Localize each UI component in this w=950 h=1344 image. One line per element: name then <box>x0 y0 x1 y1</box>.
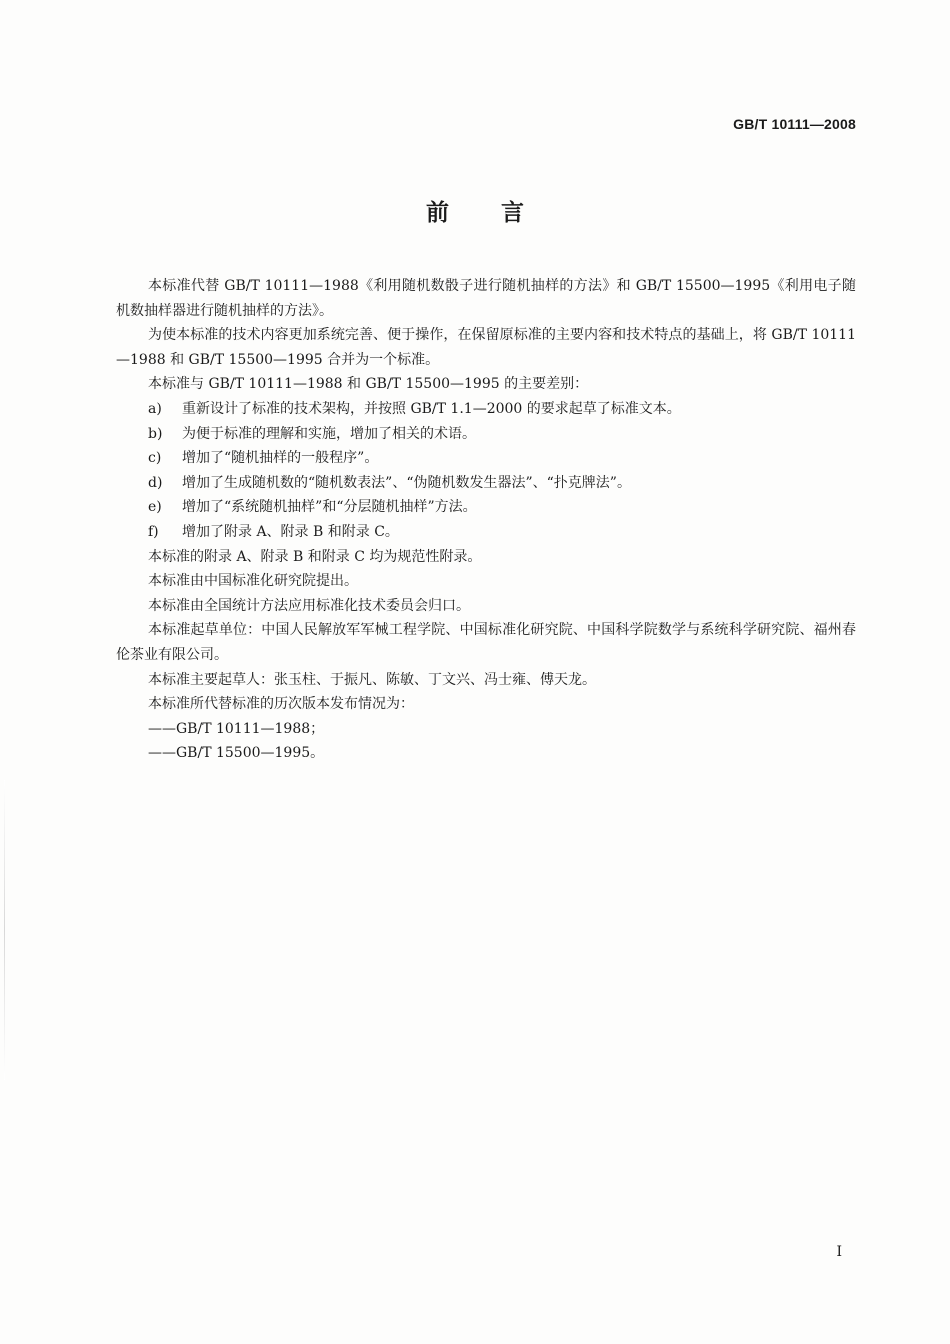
list-item-label: b) <box>148 425 163 442</box>
list-item-text: 增加了生成随机数的“随机数表法”、“伪随机数发生器法”、“扑克牌法”。 <box>182 474 631 491</box>
paragraph-purpose: 为使本标准的技术内容更加系统完善、便于操作，在保留原标准的主要内容和技术特点的基础上，将 GB/T 10111—1988 和 GB/T 15500—1995 合并为一个标准。 <box>116 327 856 368</box>
list-item-f <box>116 520 856 545</box>
paragraph-annexes: 本标准的附录 A、附录 B 和附录 C 均为规范性附录。 <box>148 548 482 565</box>
replaced-version-1: ——GB/T 10111—1988； <box>148 720 325 737</box>
replaced-version-2: ——GB/T 15500—1995。 <box>148 745 325 762</box>
list-item-label: e) <box>148 499 162 516</box>
page-number: I <box>836 1244 842 1260</box>
scan-edge-shadow <box>4 780 5 1080</box>
standard-code-header: GB/T 10111—2008 <box>733 116 856 132</box>
list-item-a <box>116 397 856 422</box>
list-item-label: c) <box>148 450 162 467</box>
list-item-d <box>116 471 856 496</box>
list-item-label: a) <box>148 400 162 417</box>
paragraph-differences-intro: 本标准与 GB/T 10111—1988 和 GB/T 15500—1995 的主要差别： <box>148 376 589 393</box>
list-item-e <box>116 495 856 520</box>
list-item-text: 重新设计了标准的技术架构，并按照 GB/T 1.1—2000 的要求起草了标准文本。 <box>182 400 681 417</box>
paragraph-drafters: 本标准主要起草人：张玉柱、于振凡、陈敏、丁文兴、冯士雍、傅天龙。 <box>148 671 596 688</box>
list-item-b <box>116 422 856 447</box>
paragraph-drafting-units: 本标准起草单位：中国人民解放军军械工程学院、中国标准化研究院、中国科学院数学与系统科学研究院、福州春伦茶业有限公司。 <box>116 622 856 663</box>
page-title: 前言 <box>426 200 576 226</box>
list-item-label: d) <box>148 474 163 491</box>
paragraph-replaces: 本标准代替 GB/T 10111—1988《利用随机数骰子进行随机抽样的方法》和 GB/T 15500—1995《利用电子随机数抽样器进行随机抽样的方法》。 <box>116 278 856 319</box>
list-item-text: 为便于标准的理解和实施，增加了相关的术语。 <box>182 425 476 442</box>
foreword-body <box>116 274 856 766</box>
list-item-text: 增加了附录 A、附录 B 和附录 C。 <box>182 523 399 540</box>
paragraph-administered-by: 本标准由全国统计方法应用标准化技术委员会归口。 <box>148 597 470 614</box>
list-item-c <box>116 446 856 471</box>
paragraph-previous-editions: 本标准所代替标准的历次版本发布情况为： <box>148 696 414 713</box>
paragraph-proposed-by: 本标准由中国标准化研究院提出。 <box>148 573 358 590</box>
list-item-text: 增加了“系统随机抽样”和“分层随机抽样”方法。 <box>182 499 477 516</box>
list-item-label: f) <box>148 523 159 540</box>
list-item-text: 增加了“随机抽样的一般程序”。 <box>182 450 379 467</box>
